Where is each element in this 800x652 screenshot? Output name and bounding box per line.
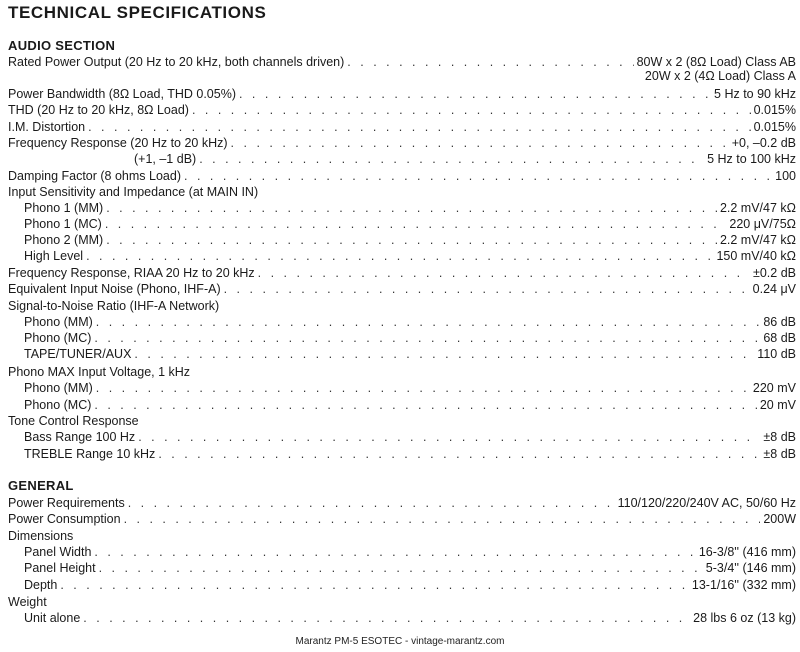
spec-value: 5-3/4'' (146 mm)	[705, 561, 796, 575]
spec-label: Phono 1 (MC)	[24, 217, 102, 231]
spec-label: TAPE/TUNER/AUX	[24, 347, 132, 361]
spec-row-im-distortion	[8, 119, 796, 135]
spec-value: 110/120/220/240V AC, 50/60 Hz	[617, 496, 796, 510]
leader-dots	[158, 446, 760, 462]
spec-row-pmax-mc	[24, 397, 796, 413]
spec-value: 220 mV	[752, 381, 796, 395]
spec-value-rated-power-class-a: 20W x 2 (4Ω Load) Class A	[644, 69, 796, 83]
spec-value: 220 μV/75Ω	[729, 217, 796, 231]
spec-row-snr-mc	[24, 330, 796, 346]
leader-dots	[239, 86, 711, 102]
spec-value: 0.24 μV	[752, 282, 796, 296]
leader-dots	[94, 544, 695, 560]
spec-row-riaa	[8, 265, 796, 281]
spec-value: 5 Hz to 90 kHz	[714, 87, 796, 101]
spec-label: Power Consumption	[8, 512, 121, 526]
leader-dots	[192, 102, 751, 118]
spec-row-depth	[24, 577, 796, 593]
spec-label: Phono (MM)	[24, 381, 93, 395]
spec-value: 80W x 2 (8Ω Load) Class AB	[636, 55, 796, 69]
spec-label: Frequency Response, RIAA 20 Hz to 20 kHz	[8, 266, 255, 280]
page-title: TECHNICAL SPECIFICATIONS	[8, 3, 267, 22]
leader-dots	[96, 380, 750, 396]
spec-row-panel-width	[24, 544, 796, 560]
spec-row-power-bandwidth	[8, 86, 796, 102]
spec-value: 20 mV	[759, 398, 796, 412]
spec-subheading-snr: Signal-to-Noise Ratio (IHF-A Network)	[8, 299, 220, 313]
spec-label: Bass Range 100 Hz	[24, 430, 136, 444]
leader-dots	[134, 346, 754, 362]
section-heading-general: GENERAL	[8, 478, 74, 493]
leader-dots	[94, 397, 756, 413]
leader-dots	[60, 577, 689, 593]
spec-label: Phono (MM)	[24, 315, 93, 329]
spec-row-panel-height	[24, 560, 796, 576]
leader-dots	[83, 610, 690, 626]
leader-dots	[88, 119, 750, 135]
leader-dots	[86, 248, 713, 264]
spec-value: +0, –0.2 dB	[731, 136, 796, 150]
spec-row-frequency-response-2	[134, 151, 796, 167]
spec-row-power-requirements	[8, 495, 796, 511]
spec-row-treble	[24, 446, 796, 462]
page-footer: Marantz PM-5 ESOTEC - vintage-marantz.com	[295, 636, 505, 647]
leader-dots	[106, 200, 717, 216]
spec-label: Rated Power Output (20 Hz to 20 kHz, both channels driven)	[8, 55, 345, 69]
leader-dots	[138, 429, 760, 445]
spec-row-snr-mm	[24, 314, 796, 330]
spec-subheading-dimensions: Dimensions	[8, 529, 74, 543]
spec-value: ±0.2 dB	[753, 266, 796, 280]
spec-row-phono1-mm	[24, 200, 796, 216]
spec-value: ±8 dB	[763, 430, 796, 444]
leader-dots	[184, 168, 772, 184]
spec-value: ±8 dB	[763, 447, 796, 461]
spec-value: 100	[775, 169, 796, 183]
leader-dots	[94, 330, 760, 346]
section-heading-audio: AUDIO SECTION	[8, 38, 116, 53]
spec-value: 0.015%	[753, 120, 796, 134]
spec-label: High Level	[24, 249, 84, 263]
leader-dots	[106, 232, 717, 248]
spec-value: 150 mV/40 kΩ	[716, 249, 796, 263]
spec-value: 0.015%	[753, 103, 796, 117]
spec-value: 2.2 mV/47 kΩ	[719, 201, 796, 215]
leader-dots	[347, 54, 633, 70]
spec-row-pmax-mm	[24, 380, 796, 396]
spec-value: 13-1/16'' (332 mm)	[691, 578, 796, 592]
leader-dots	[99, 560, 703, 576]
spec-value: 68 dB	[763, 331, 796, 345]
spec-label: Depth	[24, 578, 58, 592]
leader-dots	[224, 281, 750, 297]
spec-subheading-tone-control: Tone Control Response	[8, 414, 139, 428]
spec-subheading-input-sensitivity: Input Sensitivity and Impedance (at MAIN IN)	[8, 185, 259, 199]
spec-label: Power Requirements	[8, 496, 125, 510]
spec-label: Phono 1 (MM)	[24, 201, 104, 215]
spec-row-damping-factor	[8, 168, 796, 184]
spec-row-bass	[24, 429, 796, 445]
spec-label: Panel Height	[24, 561, 96, 575]
spec-subheading-weight: Weight	[8, 595, 47, 609]
spec-label: (+1, –1 dB)	[134, 152, 197, 166]
spec-value: 2.2 mV/47 kΩ	[719, 233, 796, 247]
leader-dots	[96, 314, 761, 330]
spec-value: 16-3/8'' (416 mm)	[698, 545, 796, 559]
spec-subheading-phono-max: Phono MAX Input Voltage, 1 kHz	[8, 365, 191, 379]
leader-dots	[258, 265, 750, 281]
spec-label: Frequency Response (20 Hz to 20 kHz)	[8, 136, 228, 150]
spec-label: Phono (MC)	[24, 331, 92, 345]
spec-label: Phono (MC)	[24, 398, 92, 412]
spec-row-phono2-mm	[24, 232, 796, 248]
spec-row-snr-tape	[24, 346, 796, 362]
spec-value: 5 Hz to 100 kHz	[707, 152, 796, 166]
spec-row-equivalent-input-noise	[8, 281, 796, 297]
leader-dots	[105, 216, 727, 232]
spec-label: TREBLE Range 10 kHz	[24, 447, 156, 461]
spec-label: Panel Width	[24, 545, 92, 559]
spec-row-unit-alone	[24, 610, 796, 626]
spec-label: Damping Factor (8 ohms Load)	[8, 169, 181, 183]
spec-label: Power Bandwidth (8Ω Load, THD 0.05%)	[8, 87, 236, 101]
spec-label: Phono 2 (MM)	[24, 233, 104, 247]
spec-label: I.M. Distortion	[8, 120, 86, 134]
spec-row-thd	[8, 102, 796, 118]
spec-label: Unit alone	[24, 611, 81, 625]
spec-value: 28 lbs 6 oz (13 kg)	[693, 611, 796, 625]
leader-dots	[124, 511, 761, 527]
spec-value: 110 dB	[757, 347, 796, 361]
leader-dots	[199, 151, 704, 167]
spec-row-high-level	[24, 248, 796, 264]
spec-label: THD (20 Hz to 20 kHz, 8Ω Load)	[8, 103, 189, 117]
spec-value: 200W	[763, 512, 796, 526]
spec-label: Equivalent Input Noise (Phono, IHF-A)	[8, 282, 221, 296]
leader-dots	[128, 495, 615, 511]
leader-dots	[231, 135, 729, 151]
spec-value: 86 dB	[763, 315, 796, 329]
spec-row-power-consumption	[8, 511, 796, 527]
spec-row-phono1-mc	[24, 216, 796, 232]
spec-row-frequency-response	[8, 135, 796, 151]
